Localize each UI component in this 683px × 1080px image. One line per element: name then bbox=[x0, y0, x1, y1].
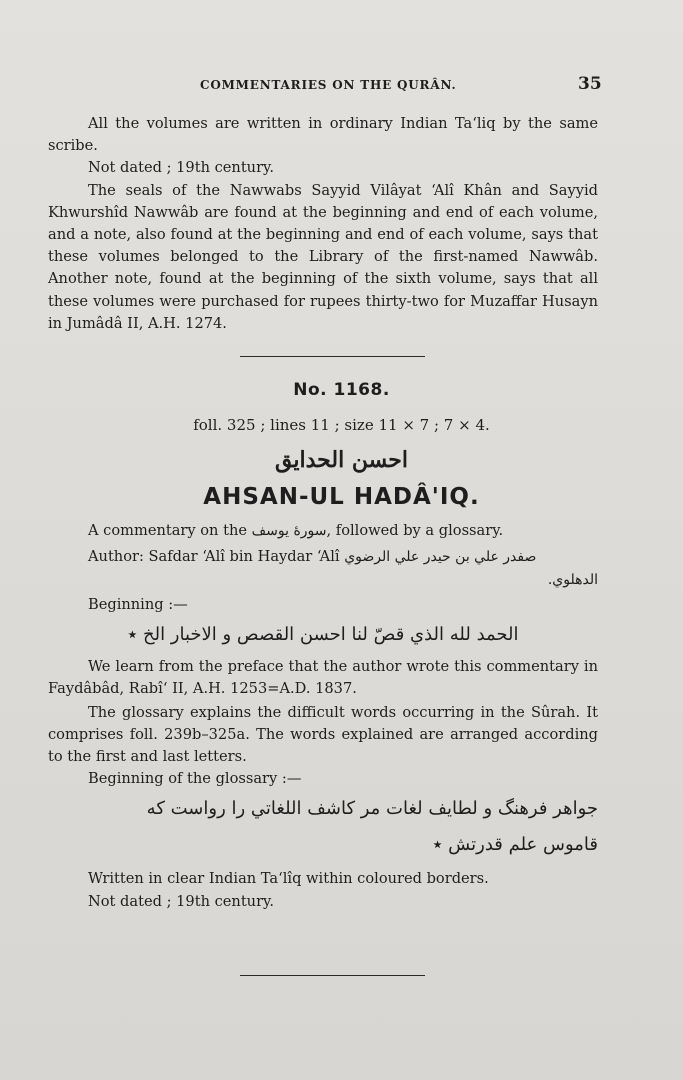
glossary-label: Beginning of the glossary :— bbox=[88, 770, 302, 787]
commentary-line bbox=[88, 522, 638, 539]
section-divider bbox=[240, 356, 425, 357]
arabic-title: احسن الحدايق bbox=[275, 447, 408, 473]
beginning-text: الحمد لله الذي قصّ لنا احسن القصص و الاخبار الخ ٭ bbox=[127, 624, 519, 645]
script-description: Written in clear Indian Ta‘lîq within coloured borders. bbox=[88, 870, 489, 887]
preface-paragraph: We learn from the preface that the author wrote this commentary in Faydâbâd, Rabî‘ II, A.H. 1253=A.D. 1837. bbox=[48, 658, 598, 698]
paragraph-scribe: All the volumes are written in ordinary Indian Ta‘liq by the same scribe. bbox=[48, 115, 598, 155]
glossary-paragraph: The glossary explains the difficult words occurring in the Sûrah. It comprises foll. 239b–325a. The words explained are arranged according to the first and last letters. bbox=[48, 704, 598, 766]
date-note: Not dated ; 19th century. bbox=[88, 893, 275, 910]
entry-number: No. 1168. bbox=[293, 380, 390, 400]
author-arabic-continued: الدهلوي. bbox=[547, 572, 598, 588]
author-arabic: صفدر علي بن حيدر علي الرضوي bbox=[344, 549, 537, 565]
bottom-divider bbox=[240, 975, 425, 976]
commentary-arabic: سورهٔ یوسف bbox=[251, 523, 327, 539]
glossary-line-2: قاموس علم قدرتش ٭ bbox=[432, 834, 598, 855]
author-line bbox=[88, 548, 598, 565]
beginning-label: Beginning :— bbox=[88, 596, 188, 613]
glossary-line-1: جواهر فرهنگ و لطایف لغات مر کاشف اللغاتي را رواست که bbox=[146, 798, 598, 819]
author-prefix: Author: Safdar ‘Alî bin Haydar ‘Alî bbox=[88, 548, 340, 565]
paragraph-seals: The seals of the Nawwabs Sayyid Vilâyat ‘Alî Khân and Sayyid Khwurshîd Nawwâb are found at the beginning and end of each volume, and a note, also found at the beginning and end of each volume, says that these volumes belonged to the Library of the first-named Nawwâb. Another note, found at the beginning of the sixth volume, says that all these volumes were purchased for rupees thirty-two for Muzaffar Husayn in Jumâdâ II, A.H. 1274. bbox=[48, 181, 598, 332]
running-title: COMMENTARIES ON THE QURÂN. bbox=[200, 78, 457, 92]
paragraph-date: Not dated ; 19th century. bbox=[88, 159, 275, 177]
page-number: 35 bbox=[578, 74, 602, 94]
commentary-prefix: A commentary on the bbox=[88, 522, 247, 539]
entry-title: AHSAN-UL HADÂ'IQ. bbox=[203, 484, 480, 510]
folio-description: foll. 325 ; lines 11 ; size 11 × 7 ; 7 × 4. bbox=[193, 416, 490, 434]
previous-entry-text bbox=[48, 113, 598, 335]
commentary-suffix: , followed by a glossary. bbox=[326, 522, 504, 539]
